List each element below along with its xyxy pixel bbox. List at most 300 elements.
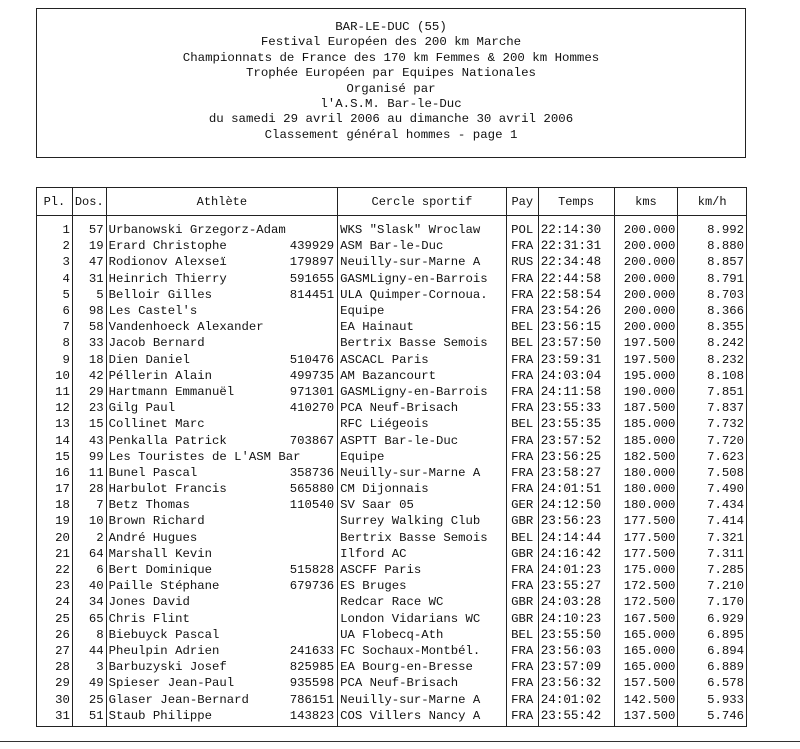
- event-header: [36, 8, 746, 158]
- speed-cell: 8.355: [678, 319, 747, 335]
- country-cell: BEL: [506, 319, 538, 335]
- bib-cell: 18: [72, 352, 106, 368]
- table-row: [37, 368, 747, 384]
- club-cell: Surrey Walking Club: [338, 513, 507, 529]
- athlete-name: Urbanowski Grzegorz-Adam: [108, 223, 286, 238]
- table-row: [37, 546, 747, 562]
- bib-cell: 42: [72, 368, 106, 384]
- speed-cell: 8.857: [678, 254, 747, 270]
- place-cell: 31: [37, 708, 73, 727]
- table-row: [37, 627, 747, 643]
- athlete-name: Penkalla Patrick: [108, 433, 227, 448]
- bib-cell: 11: [72, 465, 106, 481]
- athlete-cell: [106, 449, 337, 465]
- distance-cell: 175.000: [614, 562, 678, 578]
- bib-cell: 47: [72, 254, 106, 270]
- athlete-name: Heinrich Thierry: [108, 271, 227, 286]
- distance-cell: 190.000: [614, 384, 678, 400]
- bib-cell: 29: [72, 384, 106, 400]
- distance-cell: 142.500: [614, 691, 678, 707]
- table-row: [37, 400, 747, 416]
- bib-cell: 2: [72, 530, 106, 546]
- athlete-cell: [106, 254, 337, 270]
- athlete-name: Bert Dominique: [108, 563, 212, 578]
- bib-cell: 19: [72, 238, 106, 254]
- table-row: [37, 416, 747, 432]
- club-cell: London Vidarians WC: [338, 611, 507, 627]
- athlete-cell: [106, 400, 337, 416]
- club-cell: ASM Bar-le-Duc: [338, 238, 507, 254]
- athlete-name: Biebuyck Pascal: [108, 627, 220, 642]
- club-cell: EA Bourg-en-Bresse: [338, 659, 507, 675]
- club-cell: ES Bruges: [338, 578, 507, 594]
- speed-cell: 7.720: [678, 432, 747, 448]
- table-row: [37, 319, 747, 335]
- table-row: [37, 594, 747, 610]
- place-cell: 14: [37, 432, 73, 448]
- bib-cell: 34: [72, 594, 106, 610]
- athlete-name: Betz Thomas: [108, 498, 190, 513]
- place-cell: 5: [37, 287, 73, 303]
- header-line-organised-by: Organisé par: [346, 81, 436, 96]
- place-cell: 15: [37, 449, 73, 465]
- country-cell: RUS: [506, 254, 538, 270]
- athlete-cell: [106, 352, 337, 368]
- distance-cell: 165.000: [614, 627, 678, 643]
- speed-cell: 7.508: [678, 465, 747, 481]
- distance-cell: 167.500: [614, 611, 678, 627]
- speed-cell: 8.108: [678, 368, 747, 384]
- club-cell: Neuilly-sur-Marne A: [338, 465, 507, 481]
- athlete-cell: [106, 562, 337, 578]
- athlete-cell: [106, 481, 337, 497]
- country-cell: FRA: [506, 303, 538, 319]
- distance-cell: 200.000: [614, 271, 678, 287]
- athlete-name: Brown Richard: [108, 514, 205, 529]
- table-row: [37, 643, 747, 659]
- speed-cell: 7.170: [678, 594, 747, 610]
- club-cell: PCA Neuf-Brisach: [338, 400, 507, 416]
- time-cell: 23:55:33: [538, 400, 614, 416]
- distance-cell: 185.000: [614, 416, 678, 432]
- place-cell: 9: [37, 352, 73, 368]
- athlete-name: Jones David: [108, 595, 190, 610]
- bib-cell: 65: [72, 611, 106, 627]
- club-cell: COS Villers Nancy A: [338, 708, 507, 727]
- athlete-cell: [106, 627, 337, 643]
- athlete-name: Belloir Gilles: [108, 287, 212, 302]
- licence-number: 410270: [289, 401, 335, 416]
- bib-cell: 3: [72, 659, 106, 675]
- distance-cell: 195.000: [614, 368, 678, 384]
- time-cell: 24:03:04: [538, 368, 614, 384]
- table-row: [37, 562, 747, 578]
- athlete-cell: [106, 368, 337, 384]
- athlete-name: Staub Philippe: [108, 708, 212, 723]
- results-table: [36, 187, 747, 727]
- athlete-cell: [106, 416, 337, 432]
- speed-cell: 6.578: [678, 675, 747, 691]
- place-cell: 17: [37, 481, 73, 497]
- athlete-name: Rodionov Alexseï: [108, 255, 227, 270]
- licence-number: 110540: [289, 498, 335, 513]
- place-cell: 11: [37, 384, 73, 400]
- header-line-trophy: Trophée Européen par Equipes Nationales: [246, 66, 536, 81]
- athlete-cell: [106, 319, 337, 335]
- bib-cell: 58: [72, 319, 106, 335]
- club-cell: GASMLigny-en-Barrois: [338, 384, 507, 400]
- table-row: [37, 254, 747, 270]
- place-cell: 19: [37, 513, 73, 529]
- distance-cell: 172.500: [614, 594, 678, 610]
- time-cell: 22:58:54: [538, 287, 614, 303]
- country-cell: FRA: [506, 708, 538, 727]
- header-line-organiser: l'A.S.M. Bar-le-Duc: [320, 97, 462, 112]
- athlete-cell: [106, 513, 337, 529]
- distance-cell: 200.000: [614, 319, 678, 335]
- club-cell: Redcar Race WC: [338, 594, 507, 610]
- distance-cell: 137.500: [614, 708, 678, 727]
- athlete-cell: [106, 335, 337, 351]
- bib-cell: 33: [72, 335, 106, 351]
- athlete-name: Dien Daniel: [108, 352, 190, 367]
- club-cell: ASCACL Paris: [338, 352, 507, 368]
- place-cell: 23: [37, 578, 73, 594]
- table-row: [37, 659, 747, 675]
- distance-cell: 185.000: [614, 432, 678, 448]
- time-cell: 23:57:50: [538, 335, 614, 351]
- place-cell: 13: [37, 416, 73, 432]
- header-line-ranking: Classement général hommes - page 1: [264, 127, 518, 142]
- club-cell: Neuilly-sur-Marne A: [338, 254, 507, 270]
- country-cell: GBR: [506, 513, 538, 529]
- athlete-name: Spieser Jean-Paul: [108, 676, 235, 691]
- country-cell: FRA: [506, 384, 538, 400]
- speed-cell: 7.434: [678, 497, 747, 513]
- place-cell: 26: [37, 627, 73, 643]
- athlete-cell: [106, 238, 337, 254]
- table-row: [37, 530, 747, 546]
- club-cell: AM Bazancourt: [338, 368, 507, 384]
- athlete-name: Harbulot Francis: [108, 482, 227, 497]
- athlete-cell: [106, 384, 337, 400]
- bib-cell: 10: [72, 513, 106, 529]
- column-header-distance: kms: [614, 188, 678, 216]
- country-cell: FRA: [506, 432, 538, 448]
- club-cell: Bertrix Basse Semois: [338, 530, 507, 546]
- place-cell: 27: [37, 643, 73, 659]
- licence-number: 971301: [289, 384, 335, 399]
- bib-cell: 25: [72, 691, 106, 707]
- distance-cell: 165.000: [614, 643, 678, 659]
- athlete-name: Marshall Kevin: [108, 546, 212, 561]
- time-cell: 24:01:02: [538, 691, 614, 707]
- club-cell: FC Sochaux-Montbél.: [338, 643, 507, 659]
- distance-cell: 180.000: [614, 497, 678, 513]
- country-cell: GER: [506, 497, 538, 513]
- distance-cell: 177.500: [614, 530, 678, 546]
- licence-number: 703867: [289, 433, 335, 448]
- table-row: [37, 287, 747, 303]
- column-header-club: Cercle sportif: [338, 188, 507, 216]
- speed-cell: 7.210: [678, 578, 747, 594]
- athlete-cell: [106, 578, 337, 594]
- time-cell: 24:01:23: [538, 562, 614, 578]
- country-cell: BEL: [506, 335, 538, 351]
- header-line-dates: du samedi 29 avril 2006 au dimanche 30 avril 2006: [208, 112, 574, 127]
- table-row: [37, 432, 747, 448]
- place-cell: 28: [37, 659, 73, 675]
- licence-number: 439929: [289, 239, 335, 254]
- licence-number: 510476: [289, 352, 335, 367]
- distance-cell: 200.000: [614, 287, 678, 303]
- time-cell: 23:54:26: [538, 303, 614, 319]
- distance-cell: 200.000: [614, 238, 678, 254]
- country-cell: BEL: [506, 627, 538, 643]
- speed-cell: 7.414: [678, 513, 747, 529]
- distance-cell: 177.500: [614, 546, 678, 562]
- athlete-name: Collinet Marc: [108, 417, 205, 432]
- time-cell: 22:31:31: [538, 238, 614, 254]
- speed-cell: 8.242: [678, 335, 747, 351]
- country-cell: FRA: [506, 481, 538, 497]
- table-row: [37, 708, 747, 727]
- club-cell: UA Flobecq-Ath: [338, 627, 507, 643]
- time-cell: 23:58:27: [538, 465, 614, 481]
- licence-number: 786151: [289, 692, 335, 707]
- page-bottom-rule: [0, 741, 800, 742]
- distance-cell: 177.500: [614, 513, 678, 529]
- club-cell: WKS "Slask" Wroclaw: [338, 216, 507, 239]
- time-cell: 22:44:58: [538, 271, 614, 287]
- column-header-time: Temps: [538, 188, 614, 216]
- athlete-name: Vandenhoeck Alexander: [108, 320, 264, 335]
- bib-cell: 28: [72, 481, 106, 497]
- club-cell: GASMLigny-en-Barrois: [338, 271, 507, 287]
- column-header-bib: Dos.: [72, 188, 106, 216]
- time-cell: 23:55:42: [538, 708, 614, 727]
- table-row: [37, 216, 747, 239]
- club-cell: Equipe: [338, 303, 507, 319]
- athlete-cell: [106, 708, 337, 727]
- bib-cell: 15: [72, 416, 106, 432]
- licence-number: 241633: [289, 643, 335, 658]
- licence-number: 565880: [289, 482, 335, 497]
- place-cell: 6: [37, 303, 73, 319]
- table-row: [37, 303, 747, 319]
- place-cell: 30: [37, 691, 73, 707]
- place-cell: 25: [37, 611, 73, 627]
- distance-cell: 180.000: [614, 481, 678, 497]
- time-cell: 23:55:50: [538, 627, 614, 643]
- athlete-name: Paille Stéphane: [108, 579, 220, 594]
- bib-cell: 23: [72, 400, 106, 416]
- bib-cell: 44: [72, 643, 106, 659]
- country-cell: FRA: [506, 659, 538, 675]
- speed-cell: 6.894: [678, 643, 747, 659]
- place-cell: 18: [37, 497, 73, 513]
- country-cell: FRA: [506, 449, 538, 465]
- speed-cell: 6.929: [678, 611, 747, 627]
- time-cell: 24:10:23: [538, 611, 614, 627]
- distance-cell: 172.500: [614, 578, 678, 594]
- country-cell: FRA: [506, 352, 538, 368]
- country-cell: FRA: [506, 643, 538, 659]
- speed-cell: 8.791: [678, 271, 747, 287]
- results-table-header: [37, 188, 747, 216]
- distance-cell: 200.000: [614, 303, 678, 319]
- bib-cell: 40: [72, 578, 106, 594]
- time-cell: 24:14:44: [538, 530, 614, 546]
- athlete-cell: [106, 465, 337, 481]
- country-cell: FRA: [506, 675, 538, 691]
- distance-cell: 200.000: [614, 254, 678, 270]
- licence-number: 499735: [289, 368, 335, 383]
- club-cell: ASPTT Bar-le-Duc: [338, 432, 507, 448]
- time-cell: 22:14:30: [538, 216, 614, 239]
- bib-cell: 6: [72, 562, 106, 578]
- speed-cell: 7.623: [678, 449, 747, 465]
- distance-cell: 197.500: [614, 335, 678, 351]
- bib-cell: 51: [72, 708, 106, 727]
- table-row: [37, 352, 747, 368]
- bib-cell: 99: [72, 449, 106, 465]
- table-row: [37, 691, 747, 707]
- country-cell: FRA: [506, 287, 538, 303]
- bib-cell: 57: [72, 216, 106, 239]
- athlete-name: André Hugues: [108, 530, 198, 545]
- speed-cell: 8.992: [678, 216, 747, 239]
- athlete-cell: [106, 594, 337, 610]
- column-header-athlete: Athlète: [106, 188, 337, 216]
- licence-number: 143823: [289, 708, 335, 723]
- place-cell: 16: [37, 465, 73, 481]
- club-cell: Ilford AC: [338, 546, 507, 562]
- athlete-cell: [106, 691, 337, 707]
- speed-cell: 8.366: [678, 303, 747, 319]
- athlete-name: Hartmann Emmanuël: [108, 384, 235, 399]
- bib-cell: 5: [72, 287, 106, 303]
- athlete-cell: [106, 303, 337, 319]
- table-row: [37, 497, 747, 513]
- speed-cell: 6.895: [678, 627, 747, 643]
- header-line-championship: Championnats de France des 170 km Femmes & 200 km Hommes: [182, 50, 600, 65]
- time-cell: 23:55:27: [538, 578, 614, 594]
- place-cell: 22: [37, 562, 73, 578]
- table-row: [37, 449, 747, 465]
- country-cell: GBR: [506, 546, 538, 562]
- time-cell: 23:56:03: [538, 643, 614, 659]
- licence-number: 679736: [289, 579, 335, 594]
- licence-number: 814451: [289, 287, 335, 302]
- place-cell: 12: [37, 400, 73, 416]
- distance-cell: 197.500: [614, 352, 678, 368]
- time-cell: 23:57:09: [538, 659, 614, 675]
- country-cell: FRA: [506, 691, 538, 707]
- licence-number: 935598: [289, 676, 335, 691]
- athlete-cell: [106, 675, 337, 691]
- country-cell: FRA: [506, 465, 538, 481]
- bib-cell: 64: [72, 546, 106, 562]
- column-header-country: Pay: [506, 188, 538, 216]
- club-cell: ASCFF Paris: [338, 562, 507, 578]
- country-cell: FRA: [506, 238, 538, 254]
- club-cell: Equipe: [338, 449, 507, 465]
- athlete-name: Erard Christophe: [108, 239, 227, 254]
- place-cell: 24: [37, 594, 73, 610]
- place-cell: 3: [37, 254, 73, 270]
- country-cell: FRA: [506, 400, 538, 416]
- athlete-cell: [106, 611, 337, 627]
- athlete-name: Gilg Paul: [108, 401, 176, 416]
- speed-cell: 8.703: [678, 287, 747, 303]
- country-cell: GBR: [506, 611, 538, 627]
- speed-cell: 7.285: [678, 562, 747, 578]
- country-cell: FRA: [506, 271, 538, 287]
- bib-cell: 49: [72, 675, 106, 691]
- time-cell: 23:56:32: [538, 675, 614, 691]
- bib-cell: 7: [72, 497, 106, 513]
- table-row: [37, 271, 747, 287]
- athlete-name: Les Castel's: [108, 304, 198, 319]
- bib-cell: 8: [72, 627, 106, 643]
- table-row: [37, 611, 747, 627]
- athlete-name: Chris Flint: [108, 611, 190, 626]
- table-row: [37, 481, 747, 497]
- table-row: [37, 335, 747, 351]
- club-cell: Neuilly-sur-Marne A: [338, 691, 507, 707]
- country-cell: BEL: [506, 530, 538, 546]
- licence-number: 591655: [289, 271, 335, 286]
- distance-cell: 165.000: [614, 659, 678, 675]
- athlete-name: Barbuzyski Josef: [108, 660, 227, 675]
- time-cell: 23:55:35: [538, 416, 614, 432]
- athlete-name: Bunel Pascal: [108, 465, 198, 480]
- time-cell: 24:16:42: [538, 546, 614, 562]
- table-row: [37, 384, 747, 400]
- place-cell: 2: [37, 238, 73, 254]
- athlete-cell: [106, 432, 337, 448]
- country-cell: FRA: [506, 368, 538, 384]
- club-cell: ULA Quimper-Cornoua.: [338, 287, 507, 303]
- bib-cell: 31: [72, 271, 106, 287]
- place-cell: 8: [37, 335, 73, 351]
- athlete-cell: [106, 497, 337, 513]
- speed-cell: 7.851: [678, 384, 747, 400]
- time-cell: 22:34:48: [538, 254, 614, 270]
- athlete-cell: [106, 287, 337, 303]
- distance-cell: 182.500: [614, 449, 678, 465]
- place-cell: 20: [37, 530, 73, 546]
- place-cell: 7: [37, 319, 73, 335]
- table-row: [37, 675, 747, 691]
- club-cell: EA Hainaut: [338, 319, 507, 335]
- distance-cell: 157.500: [614, 675, 678, 691]
- header-line-location: BAR-LE-DUC (55): [335, 20, 447, 34]
- distance-cell: 200.000: [614, 216, 678, 239]
- place-cell: 21: [37, 546, 73, 562]
- speed-cell: 7.490: [678, 481, 747, 497]
- time-cell: 23:56:25: [538, 449, 614, 465]
- time-cell: 23:59:31: [538, 352, 614, 368]
- athlete-name: Pheulpin Adrien: [108, 643, 220, 658]
- bib-cell: 98: [72, 303, 106, 319]
- speed-cell: 7.837: [678, 400, 747, 416]
- place-cell: 10: [37, 368, 73, 384]
- athlete-name: Glaser Jean-Bernard: [108, 692, 249, 707]
- place-cell: 29: [37, 675, 73, 691]
- header-line-festival: Festival Européen des 200 km Marche: [260, 35, 522, 50]
